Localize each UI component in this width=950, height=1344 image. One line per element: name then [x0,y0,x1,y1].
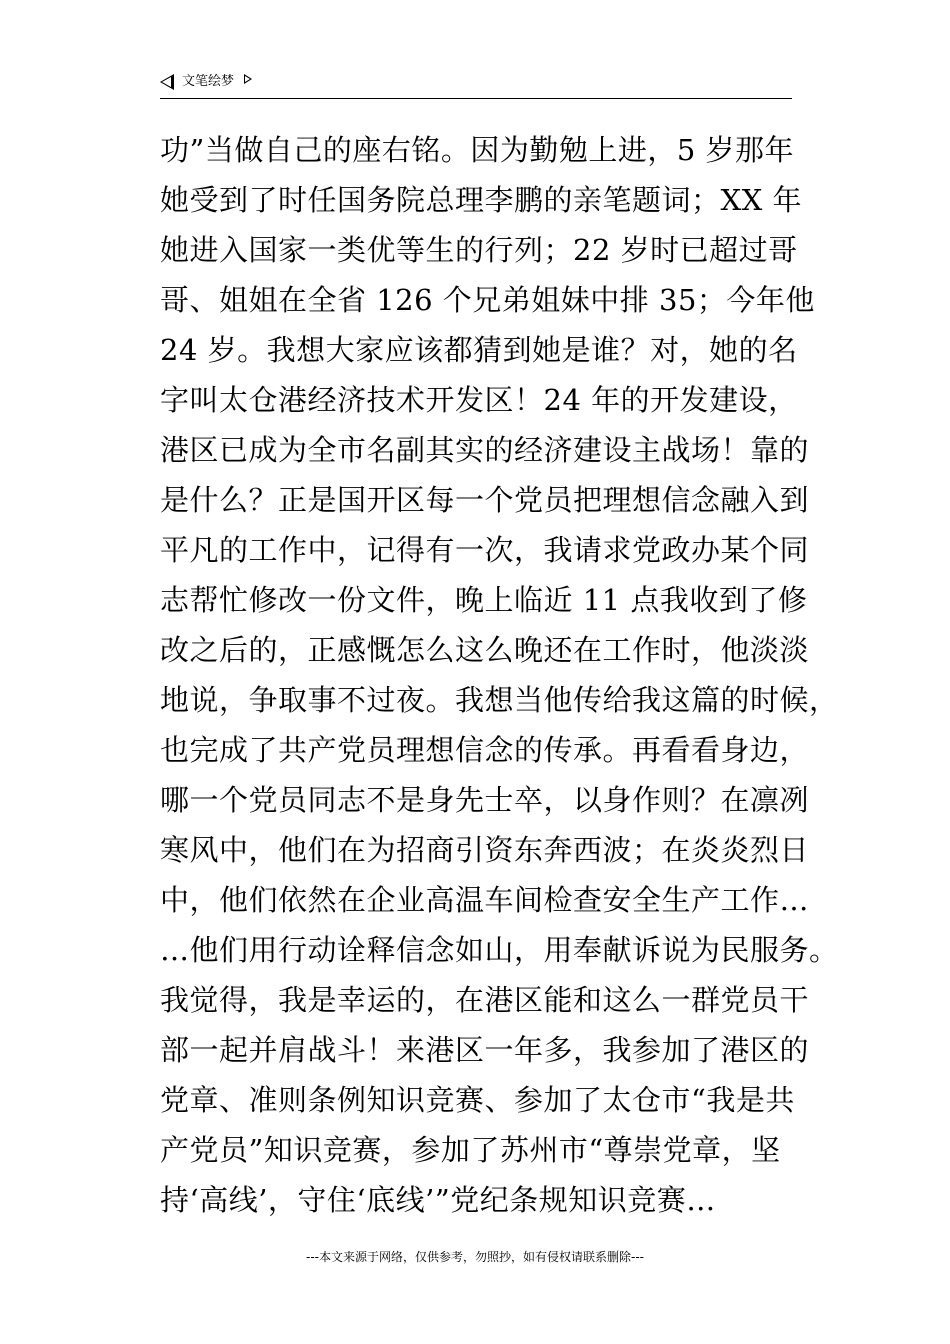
text-line: 功”当做自己的座右铭。因为勤勉上进，5 岁那年 [160,133,794,167]
text-line: 也完成了共产党员理想信念的传承。再看看身边， [160,733,810,767]
text-line: 中，他们依然在企业高温车间检查安全生产工作… [160,883,810,917]
text-line: 部一起并肩战斗！来港区一年多，我参加了港区的 [160,1033,810,1067]
text-line: 地说，争取事不过夜。我想当他传给我这篇的时候， [160,683,839,717]
page-footer: ---本文来源于网络，仅供参考，勿照抄，如有侵权请联系删除--- [306,1250,644,1264]
text-line: 24 岁。我想大家应该都猜到她是谁？对，她的名 [160,333,798,367]
text-line: 寒风中，他们在为招商引资东奔西波；在炎炎烈日 [160,833,810,867]
text-line: 平凡的工作中，记得有一次，我请求党政办某个同 [160,533,810,567]
text-line: 改之后的，正感慨怎么这么晚还在工作时，他淡淡 [160,633,810,667]
text-line: 产党员”知识竞赛，参加了苏州市“尊崇党章，坚 [160,1133,781,1167]
page-header [160,70,792,99]
header-title: 文笔绘梦 [182,74,235,89]
text-line: 哥、姐姐在全省 126 个兄弟姐妹中排 35；今年他 [160,283,815,317]
triangle-right-icon [244,74,252,84]
text-line: 哪一个党员同志不是身先士卒，以身作则？在凛冽 [160,783,810,817]
text-line: 港区已成为全市名副其实的经济建设主战场！靠的 [160,433,810,467]
text-line: 字叫太仓港经济技术开发区！24 年的开发建设， [160,383,798,417]
document-body [160,125,839,1225]
text-line: 是什么？正是国开区每一个党员把理想信念融入到 [160,483,810,517]
text-line: 她进入国家一类优等生的行列；22 岁时已超过哥 [160,233,798,267]
text-line: 我觉得，我是幸运的，在港区能和这么一群党员干 [160,983,810,1017]
header-bar [160,72,252,92]
text-line: 志帮忙修改一份文件，晚上临近 11 点我收到了修 [160,583,808,617]
text-line: …他们用行动诠释信念如山，用奉献诉说为民服务。 [160,933,839,967]
text-line: 她受到了时任国务院总理李鹏的亲笔题词；XX 年 [160,183,803,217]
triangle-left-icon [160,74,174,90]
text-line: 党章、准则条例知识竞赛、参加了太仓市“我是共 [160,1083,795,1117]
text-line: 持‘高线’，守住‘底线’”党纪条规知识竞赛… [160,1183,716,1217]
